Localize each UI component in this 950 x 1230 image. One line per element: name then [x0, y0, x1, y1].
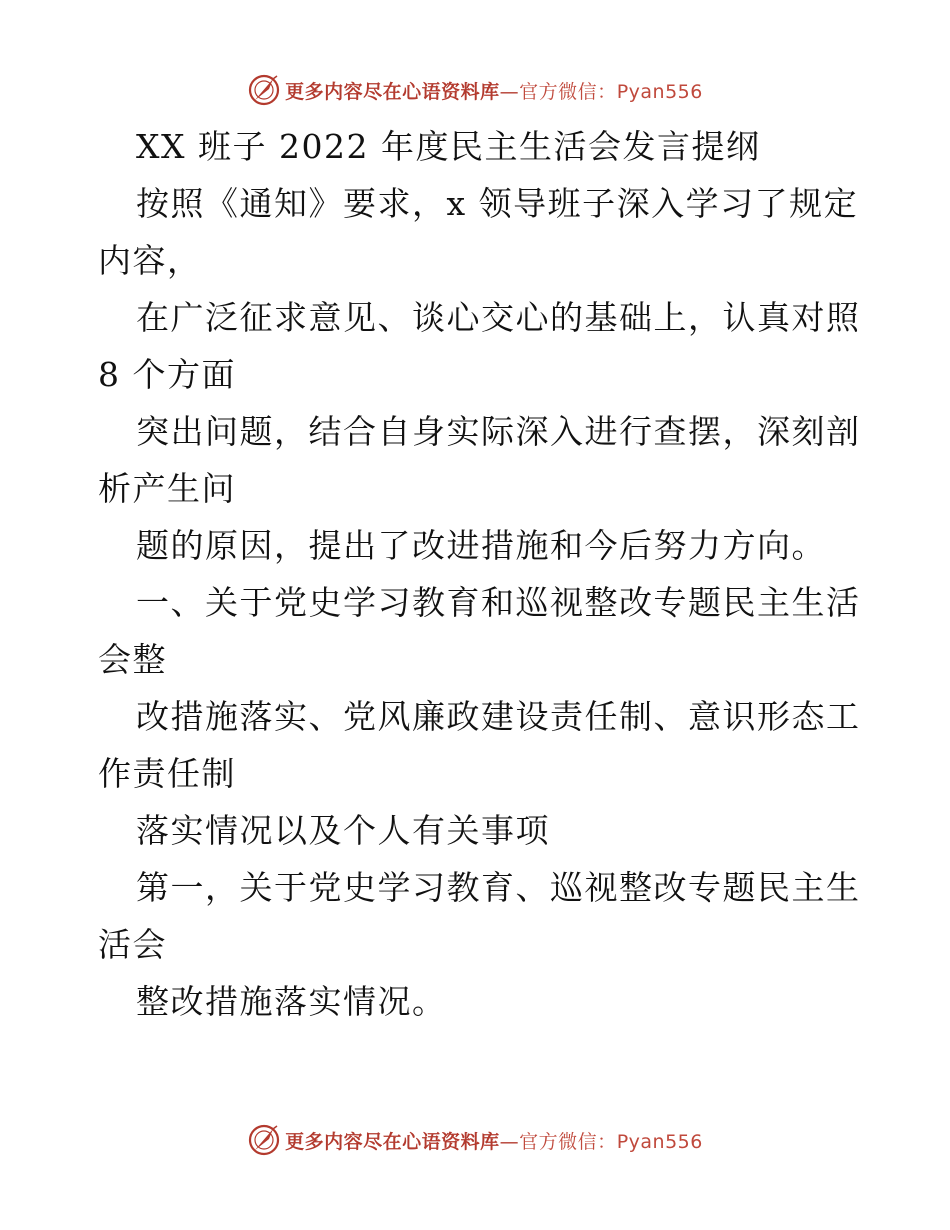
paragraph-line: 第一，关于党史学习教育、巡视整改专题民主生	[136, 868, 861, 907]
section-heading-line: 会整	[98, 640, 167, 679]
quill-circle-logo-icon	[247, 1123, 281, 1157]
footer-banner	[0, 1120, 950, 1160]
banner-wechat-label: 官方微信：	[519, 1130, 617, 1153]
header-banner	[0, 70, 950, 110]
paragraph-line: 活会	[98, 925, 167, 964]
document-body	[98, 118, 861, 1030]
paragraph-line: 按照《通知》要求，x 领导班子深入学习了规定	[136, 184, 859, 223]
banner-wechat-id: Pyan556	[616, 80, 703, 103]
banner-separator: —	[499, 80, 520, 103]
paragraph-line: 改措施落实、党风廉政建设责任制、意识形态工	[136, 697, 861, 736]
banner-wechat-id: Pyan556	[616, 1130, 703, 1153]
banner-separator: —	[499, 1130, 520, 1153]
paragraph-line: 8 个方面	[98, 355, 236, 394]
paragraph-line: 作责任制	[98, 754, 236, 793]
paragraph-line: 内容，	[98, 241, 202, 280]
banner-text	[285, 1127, 703, 1154]
section-heading-line: 一、关于党史学习教育和巡视整改专题民主生活	[136, 583, 861, 622]
banner-brand: 更多内容尽在心语资料库	[285, 1130, 500, 1153]
paragraph-line: 题的原因，提出了改进措施和今后努力方向。	[136, 526, 826, 565]
paragraph-line: 落实情况以及个人有关事项	[136, 811, 550, 850]
paragraph-line: 在广泛征求意见、谈心交心的基础上，认真对照	[136, 298, 861, 337]
banner-brand: 更多内容尽在心语资料库	[285, 80, 500, 103]
document-title: XX 班子 2022 年度民主生活会发言提纲	[136, 127, 761, 166]
banner-text	[285, 77, 703, 104]
paragraph-line: 析产生问	[98, 469, 236, 508]
paragraph-line: 整改措施落实情况。	[136, 982, 447, 1021]
banner-wechat-label: 官方微信：	[519, 80, 617, 103]
paragraph-line: 突出问题，结合自身实际深入进行查摆，深刻剖	[136, 412, 861, 451]
quill-circle-logo-icon	[247, 73, 281, 107]
